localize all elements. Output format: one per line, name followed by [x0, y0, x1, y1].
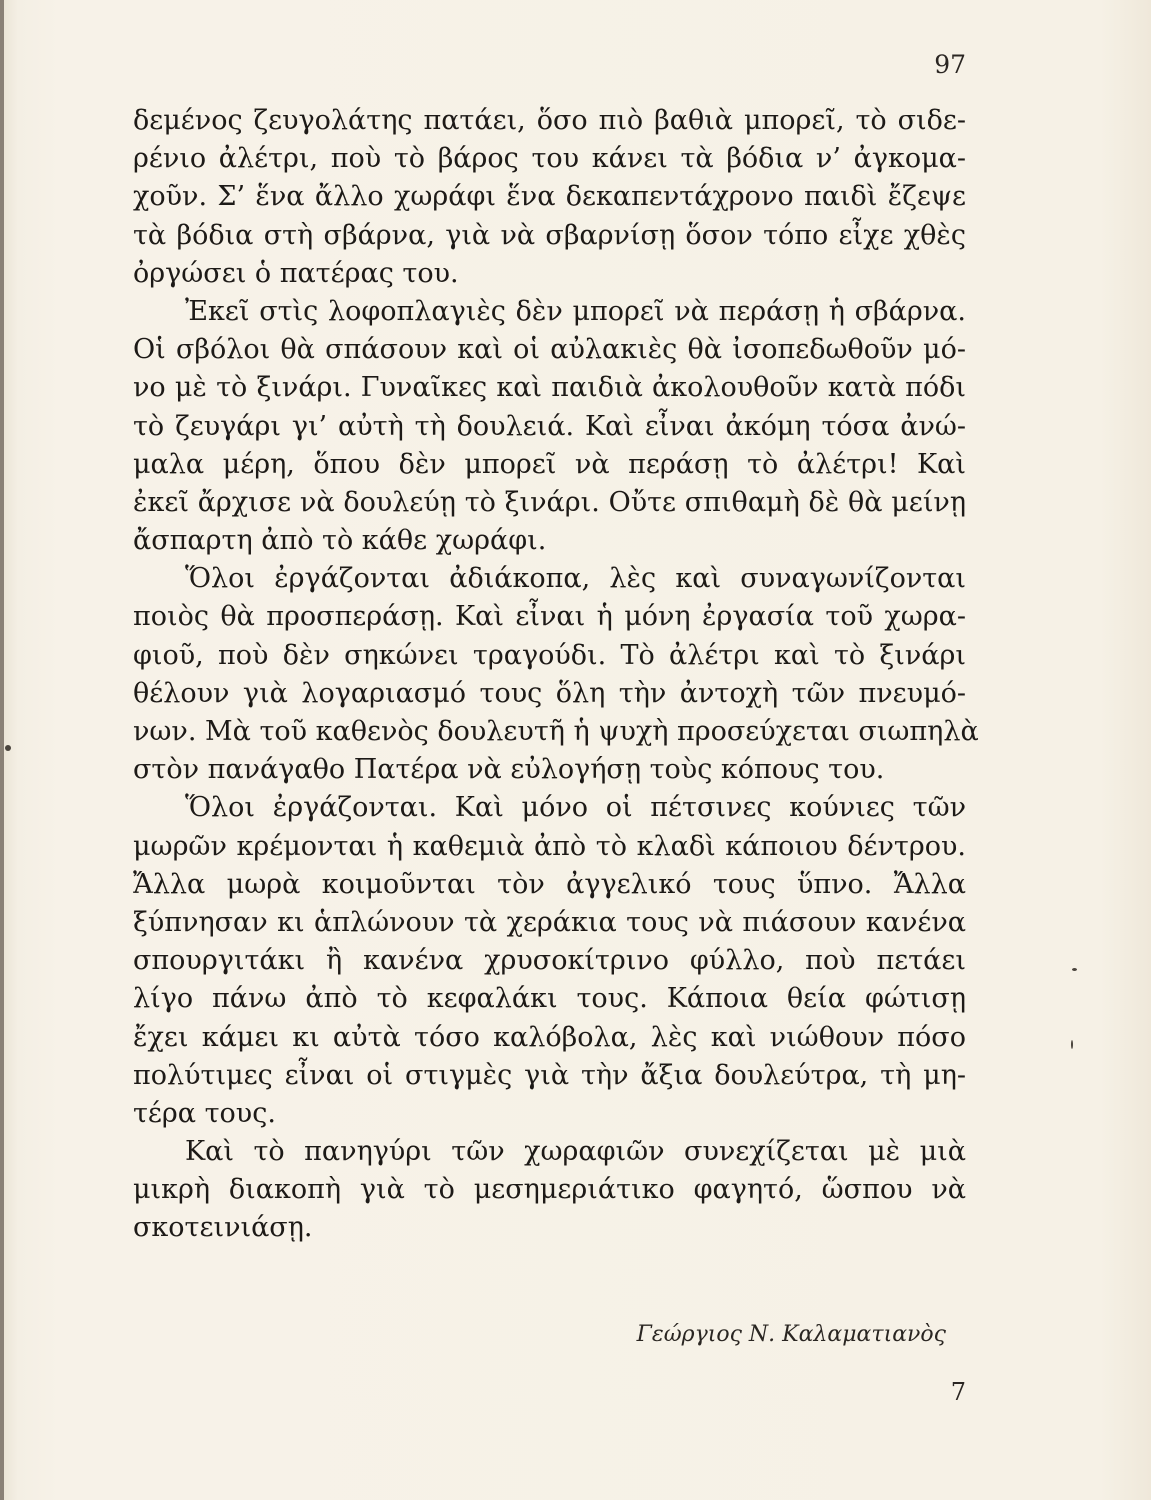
text-line: τὸ ζευγάρι γι’ αὐτὴ τὴ δουλειά. Καὶ εἶναι ἀκόμη τόσα ἀνώ-	[133, 410, 966, 442]
author-signature: Γεώργιος Ν. Καλαματιανὸς	[636, 1322, 946, 1347]
text-line: ἔχει κάμει κι αὐτὰ τόσο καλόβολα, λὲς καὶ νιώθουν πόσο	[133, 1021, 966, 1053]
body-text	[133, 102, 979, 1248]
text-line: χοῦν. Σ’ ἕνα ἄλλο χωράφι ἕνα δεκαπεντάχρονο παιδὶ ἔζεψε	[133, 181, 966, 213]
text-line: σκοτεινιάσῃ.	[133, 1212, 313, 1244]
text-line: στὸν πανάγαθο Πατέρα νὰ εὐλογήσῃ τοὺς κόπους του.	[133, 754, 885, 786]
text-line: ξύπνησαν κι ἁπλώνουν τὰ χεράκια τους νὰ πιάσουν κανένα	[133, 906, 966, 938]
text-line: ἐκεῖ ἄρχισε νὰ δουλεύῃ τὸ ξινάρι. Οὔτε σπιθαμὴ δὲ θὰ μείνῃ	[133, 486, 966, 518]
page-number: 97	[934, 50, 966, 79]
text-line: μικρὴ διακοπὴ γιὰ τὸ μεσημεριάτικο φαγητό, ὥσπου νὰ	[133, 1174, 966, 1206]
text-line: μαλα μέρη, ὅπου δὲν μπορεῖ νὰ περάσῃ τὸ ἀλέτρι! Καὶ	[133, 448, 966, 480]
page-binding-edge	[0, 0, 4, 1500]
ink-speck	[5, 745, 11, 751]
text-line: Ὅλοι ἐργάζονται. Καὶ μόνο οἱ πέτσινες κούνιες τῶν	[185, 792, 966, 824]
text-line: σπουργιτάκι ἢ κανένα χρυσοκίτρινο φύλλο, ποὺ πετάει	[133, 945, 966, 977]
text-line: Ἐκεῖ στὶς λοφοπλαγιὲς δὲν μπορεῖ νὰ περάσῃ ἡ σβάρνα.	[185, 295, 966, 327]
text-line: μωρῶν κρέμονται ἡ καθεμιὰ ἀπὸ τὸ κλαδὶ κάποιου δέντρου.	[133, 830, 966, 862]
signature-mark: 7	[950, 1378, 966, 1406]
text-line: τὰ βόδια στὴ σβάρνα, γιὰ νὰ σβαρνίσῃ ὅσον τόπο εἶχε χθὲς	[133, 219, 966, 251]
text-line: ἄσπαρτη ἀπὸ τὸ κάθε χωράφι.	[133, 525, 547, 557]
text-line: Καὶ τὸ πανηγύρι τῶν χωραφιῶν συνεχίζεται μὲ μιὰ	[185, 1136, 966, 1168]
text-line: ποιὸς θὰ προσπεράσῃ. Καὶ εἶναι ἡ μόνη ἐργασία τοῦ χωρα-	[133, 601, 966, 633]
text-line: Ὅλοι ἐργάζονται ἀδιάκοπα, λὲς καὶ συναγωνίζονται	[185, 563, 966, 595]
text-line: πολύτιμες εἶναι οἱ στιγμὲς γιὰ τὴν ἄξια δουλεύτρα, τὴ μη-	[133, 1059, 966, 1091]
text-line: λίγο πάνω ἀπὸ τὸ κεφαλάκι τους. Κάποια θεία φώτισῃ	[133, 983, 966, 1015]
text-line: Ἄλλα μωρὰ κοιμοῦνται τὸν ἀγγελικό τους ὕπνο. Ἄλλα	[133, 868, 966, 900]
text-line: ὀργώσει ὁ πατέρας του.	[133, 257, 459, 289]
text-line: τέρα τους.	[133, 1097, 276, 1129]
text-line: νων. Μὰ τοῦ καθενὸς δουλευτῆ ἡ ψυχὴ προσεύχεται σιωπηλὰ	[133, 716, 979, 747]
text-line: θέλουν γιὰ λογαριασμό τους ὅλη τὴν ἀντοχὴ τῶν πνευμό-	[133, 677, 966, 709]
text-line: δεμένος ζευγολάτης πατάει, ὅσο πιὸ βαθιὰ μπορεῖ, τὸ σιδε-	[133, 105, 966, 136]
text-line: φιοῦ, ποὺ δὲν σηκώνει τραγούδι. Τὸ ἀλέτρι καὶ τὸ ξινάρι	[133, 639, 966, 671]
ink-speck	[1072, 968, 1077, 971]
text-line: Οἱ σβόλοι θὰ σπάσουν καὶ οἱ αὐλακιὲς θὰ ἰσοπεδωθοῦν μό-	[133, 334, 966, 366]
text-line: ρένιο ἀλέτρι, ποὺ τὸ βάρος του κάνει τὰ βόδια ν’ ἀγκομα-	[133, 143, 966, 175]
text-line: νο μὲ τὸ ξινάρι. Γυναῖκες καὶ παιδιὰ ἀκολουθοῦν κατὰ πόδι	[133, 372, 966, 404]
ink-speck	[1071, 1040, 1073, 1049]
